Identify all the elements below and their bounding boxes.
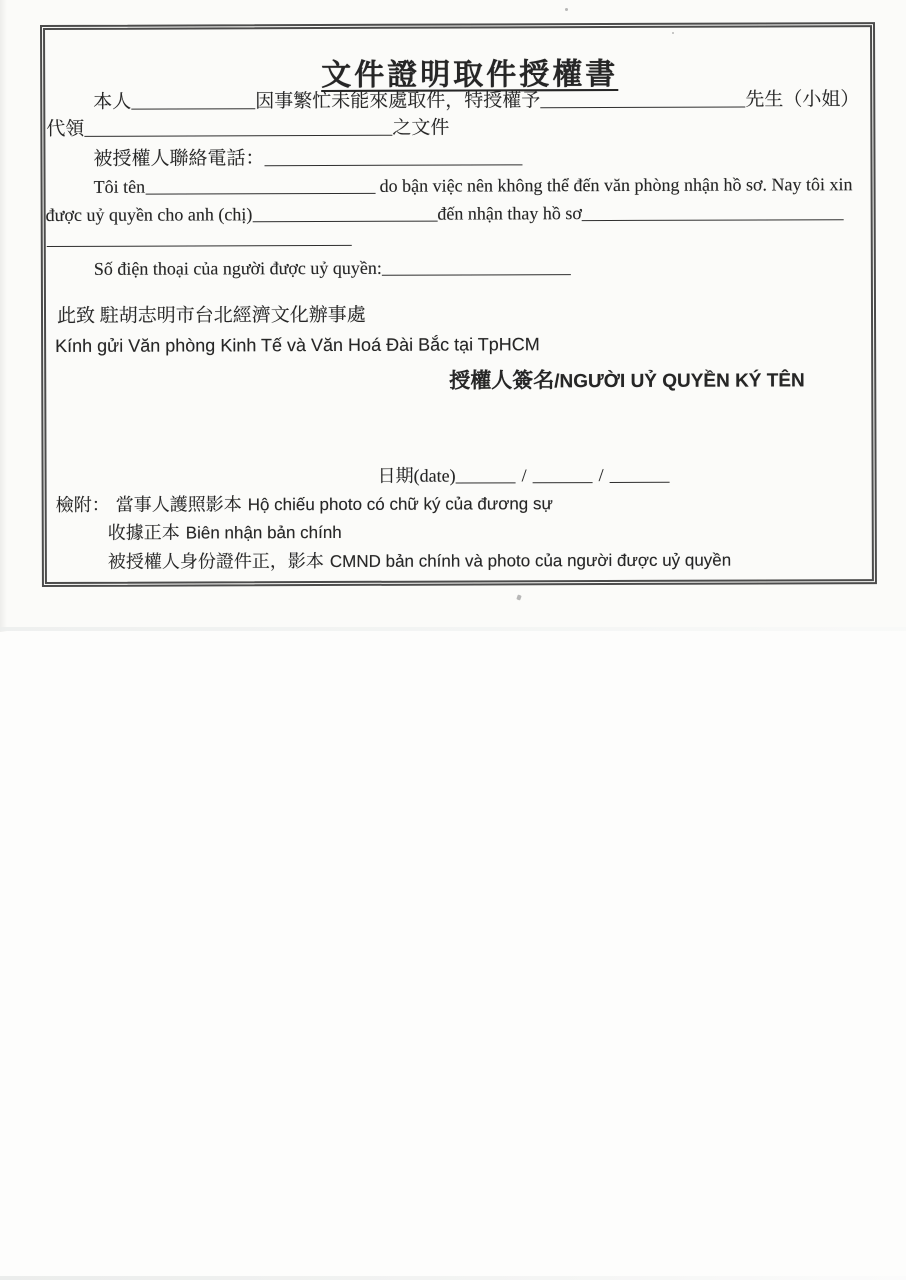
blank-document-type-continued xyxy=(47,229,352,247)
signature-caption-vi: /NGƯỜI UỶ QUYỀN KÝ TÊN xyxy=(554,370,805,393)
scan-left-edge-shadow xyxy=(0,0,7,632)
attachments-label: 檢附： xyxy=(55,494,110,515)
grant-post-label: 先生（小姐） xyxy=(745,89,860,111)
attachment-line-1 xyxy=(56,493,553,515)
blank-date-day xyxy=(456,467,516,483)
blank-authorized-phone-vi xyxy=(382,259,571,276)
addressee-vi-label: Kính gửi Văn phòng Kinh Tế và Văn Hoá Đài Bắc tại TpHCM xyxy=(55,334,540,356)
blank-contact-phone-zh xyxy=(264,149,522,166)
authorization-form-box xyxy=(40,22,877,587)
attachment-2-zh: 收據正本 xyxy=(107,522,180,543)
grant-line-zh xyxy=(93,89,859,114)
phone-line-zh xyxy=(93,147,522,170)
continuation-blank-line xyxy=(47,227,352,250)
vi2-pre-label: được uỷ quyền cho anh (chị) xyxy=(45,204,253,225)
collect-post-label: 之文件 xyxy=(392,117,450,139)
blank-date-year xyxy=(610,467,670,483)
date-separator: / xyxy=(521,465,527,486)
attachment-2-vi: Biên nhận bản chính xyxy=(185,522,342,543)
form-title: 文件證明取件授權書 xyxy=(321,57,619,93)
collect-pre-label: 代領 xyxy=(46,118,85,140)
attachment-line-2 xyxy=(108,522,342,544)
addressee-zh xyxy=(57,305,366,328)
form-title-row xyxy=(45,48,870,95)
signature-caption-zh: 授權人簽名 xyxy=(449,368,555,393)
attachment-line-3 xyxy=(108,550,731,573)
signature-caption xyxy=(449,367,805,393)
collect-line-zh xyxy=(46,118,449,141)
scan-bottom-edge-shadow xyxy=(0,1276,906,1280)
name-line-vi xyxy=(94,174,853,197)
addressee-zh-label: 此致 駐胡志明市台北經濟文化辦事處 xyxy=(56,304,366,327)
blank-document-type-vi xyxy=(582,204,844,221)
phone-line-vi xyxy=(94,257,571,279)
blank-authorized-name-zh xyxy=(540,92,745,109)
paper-bottom-edge-shadow xyxy=(0,627,906,631)
blank-documents-zh xyxy=(84,120,392,137)
vi1-pre-label: Tôi tên xyxy=(93,176,146,197)
scan-speck xyxy=(565,8,568,11)
phone-zh-label: 被授權人聯絡電話： xyxy=(93,148,265,170)
phone-vi-label: Số điện thoại của người được uỷ quyền: xyxy=(93,257,382,279)
attachment-3-zh: 被授權人身份證件正，影本 xyxy=(107,551,324,572)
blank-date-month xyxy=(533,467,593,483)
authorize-line-vi xyxy=(46,202,844,225)
blank-authorized-name-vi xyxy=(252,206,437,223)
date-label: 日期(date) xyxy=(377,465,456,486)
grant-pre-label: 本人 xyxy=(93,91,132,113)
vi2-mid-label: đến nhận thay hồ sơ xyxy=(437,203,582,224)
date-line xyxy=(378,465,670,487)
attachment-1-vi: Hộ chiếu photo có chữ ký của đương sự xyxy=(247,494,553,515)
vi1-post-label: do bận việc nên không thể đến văn phòng nhận hồ sơ. Nay tôi xin xyxy=(379,174,853,196)
blank-principal-name-zh xyxy=(131,93,255,109)
blank-principal-name-vi xyxy=(145,178,375,195)
attachment-3-vi: CMND bản chính và photo của người được uỷ quyền xyxy=(329,550,732,571)
grant-mid-label: 因事繁忙未能來處取件，特授權予 xyxy=(255,90,541,113)
date-separator: / xyxy=(598,465,604,486)
addressee-vi xyxy=(55,334,540,356)
attachment-1-zh: 當事人護照影本 xyxy=(115,494,242,515)
